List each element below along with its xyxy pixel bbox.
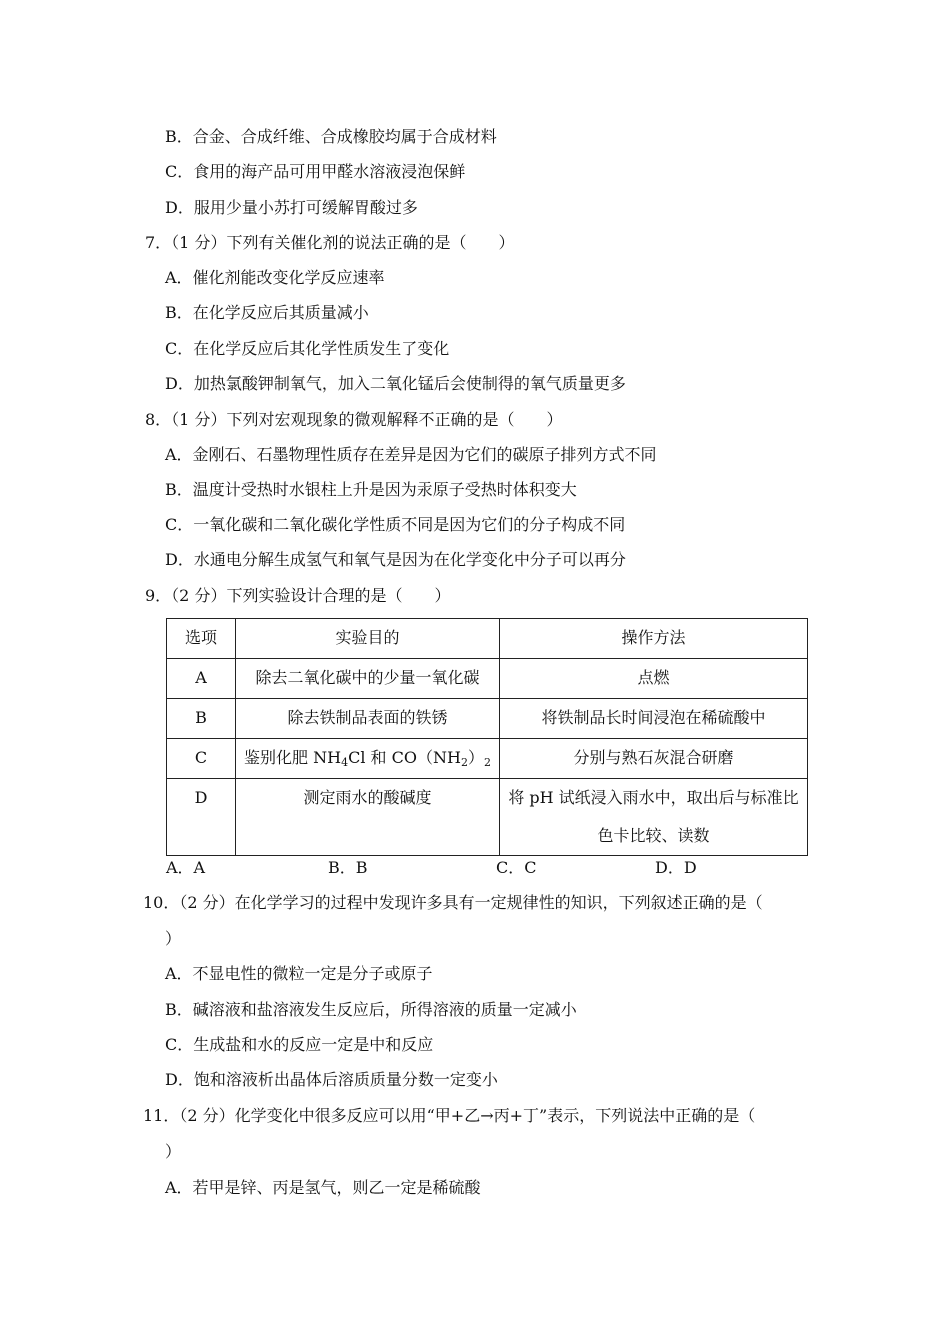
table-row — [167, 739, 808, 779]
table-row — [167, 659, 808, 699]
table-cell-method: 将 pH 试纸浸入雨水中，取出后与标准比色卡比较、读数 — [500, 779, 808, 856]
q9-stem: 9．（2 分）下列实验设计合理的是（ ） — [145, 586, 451, 605]
q10-option-d: D．饱和溶液析出晶体后溶质质量分数一定变小 — [165, 1070, 498, 1089]
q10-stem-continuation: ） — [165, 929, 182, 948]
q10-option-c: C．生成盐和水的反应一定是中和反应 — [165, 1035, 434, 1054]
q10-option-a: A．不显电性的微粒一定是分子或原子 — [165, 964, 433, 983]
table-header-option: 选项 — [167, 619, 236, 659]
q11-stem: 11．（2 分）化学变化中很多反应可以用“甲+乙→丙+丁”表示，下列说法中正确的是（ — [143, 1106, 756, 1125]
q6-option-d: D．服用少量小苏打可缓解胃酸过多 — [165, 198, 418, 217]
q9-experiment-table — [166, 618, 808, 856]
q7-stem: 7．（1 分）下列有关催化剂的说法正确的是（ ） — [145, 233, 515, 252]
q8-option-c: C．一氧化碳和二氧化碳化学性质不同是因为它们的分子构成不同 — [165, 515, 626, 534]
formula-subscript: 2 — [460, 756, 468, 769]
q8-option-b: B．温度计受热时水银柱上升是因为汞原子受热时体积变大 — [165, 480, 577, 499]
table-cell-option: A — [167, 659, 236, 699]
table-cell-method: 将铁制品长时间浸泡在稀硫酸中 — [500, 699, 808, 739]
formula-text: ） — [467, 748, 484, 767]
q7-option-b: B．在化学反应后其质量减小 — [165, 303, 369, 322]
q7-option-c: C．在化学反应后其化学性质发生了变化 — [165, 339, 450, 358]
table-cell-option: B — [167, 699, 236, 739]
formula-text: 鉴别化肥 NH — [244, 748, 342, 767]
q9-answer-b: B．B — [328, 858, 368, 877]
q6-option-b: B．合金、合成纤维、合成橡胶均属于合成材料 — [165, 127, 497, 146]
table-cell-purpose: 测定雨水的酸碱度 — [236, 779, 500, 856]
table-row — [167, 699, 808, 739]
table-row — [167, 779, 808, 856]
q8-stem: 8．（1 分）下列对宏观现象的微观解释不正确的是（ ） — [145, 410, 563, 429]
q8-option-d: D．水通电分解生成氢气和氧气是因为在化学变化中分子可以再分 — [165, 550, 626, 569]
q11-stem-continuation: ） — [165, 1142, 182, 1161]
table-cell-purpose — [236, 739, 500, 779]
table-header-method: 操作方法 — [500, 619, 808, 659]
formula-subscript: 2 — [483, 756, 491, 769]
table-cell-purpose: 除去二氧化碳中的少量一氧化碳 — [236, 659, 500, 699]
q7-option-a: A．催化剂能改变化学反应速率 — [165, 268, 385, 287]
table-cell-method: 点燃 — [500, 659, 808, 699]
formula-subscript: 4 — [341, 756, 349, 769]
q11-option-a: A．若甲是锌、丙是氢气，则乙一定是稀硫酸 — [165, 1178, 481, 1197]
q10-stem: 10．（2 分）在化学学习的过程中发现许多具有一定规律性的知识，下列叙述正确的是（ — [143, 893, 763, 912]
table-header-row — [167, 619, 808, 659]
table-cell-purpose: 除去铁制品表面的铁锈 — [236, 699, 500, 739]
q9-answer-c: C．C — [496, 858, 537, 877]
q8-option-a: A．金刚石、石墨物理性质存在差异是因为它们的碳原子排列方式不同 — [165, 445, 657, 464]
formula-text: Cl 和 CO（NH — [348, 748, 461, 767]
q9-answer-d: D．D — [655, 858, 697, 877]
table-header-purpose: 实验目的 — [236, 619, 500, 659]
table-cell-option: C — [167, 739, 236, 779]
table-cell-method: 分别与熟石灰混合研磨 — [500, 739, 808, 779]
q7-option-d: D．加热氯酸钾制氧气，加入二氧化锰后会使制得的氧气质量更多 — [165, 374, 626, 393]
q10-option-b: B．碱溶液和盐溶液发生反应后，所得溶液的质量一定减小 — [165, 1000, 577, 1019]
table-cell-option: D — [167, 779, 236, 856]
q9-answer-a: A．A — [166, 858, 206, 877]
q6-option-c: C．食用的海产品可用甲醛水溶液浸泡保鲜 — [165, 162, 466, 181]
